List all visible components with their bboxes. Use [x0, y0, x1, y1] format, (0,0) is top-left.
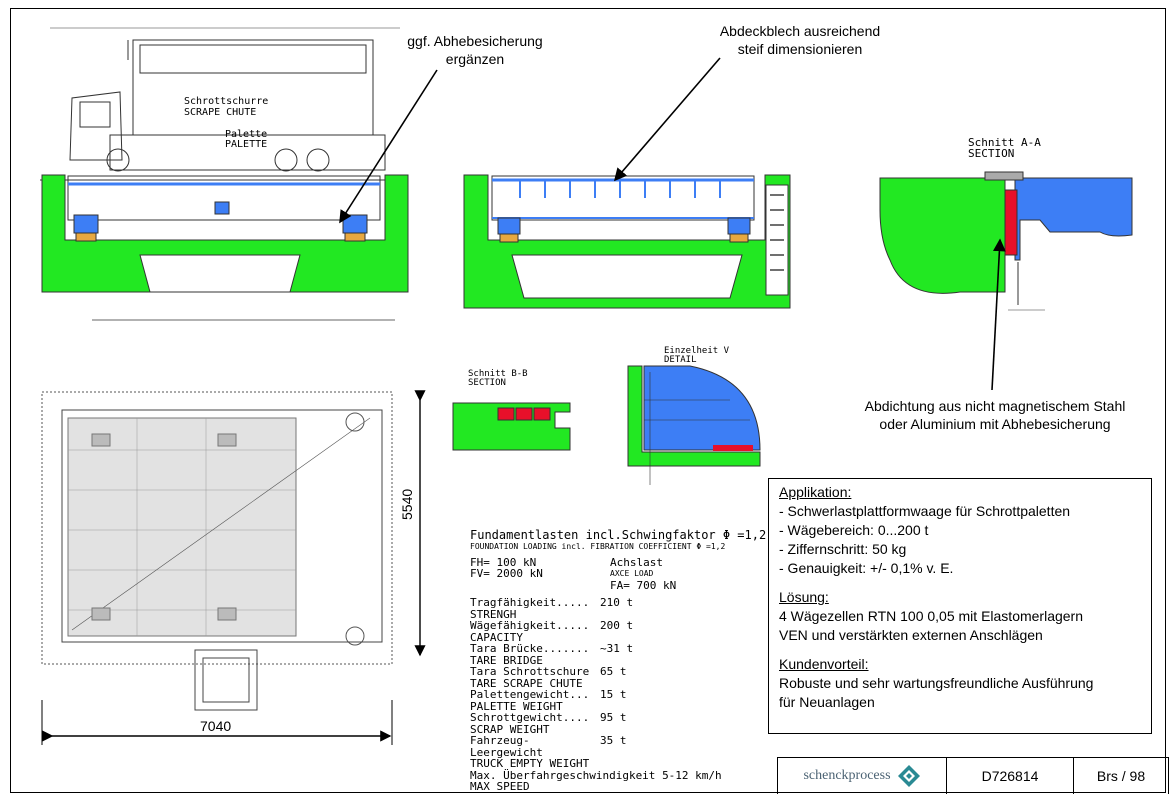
foundation-loads	[470, 530, 766, 793]
callout-abdeckblech: Abdeckblech ausreichend steif dimensionieren	[719, 23, 881, 57]
load-row: Tara Brücke....... ~31 t TARE BRIDGE	[470, 642, 634, 667]
achslast-en: AXCE LOAD	[610, 569, 654, 578]
loesung-line: VEN und verstärkten externen Anschlägen	[779, 627, 1043, 643]
kundenvorteil-heading: Kundenvorteil:	[779, 656, 869, 672]
load-fh: FH= 100 kN	[470, 555, 537, 569]
load-row: Palettengewicht... 15 t PALETTE WEIGHT	[470, 688, 627, 713]
callout-abhebesicherung: ggf. Abhebesicherung ergänzen	[407, 33, 543, 67]
title-block	[777, 757, 1169, 794]
detail-v-title: Einzelheit V DETAIL	[664, 346, 730, 365]
drawing-number: D726814	[947, 758, 1074, 794]
section-aa-steel	[1015, 178, 1132, 260]
applikation-line: - Schwerlastplattformwaage für Schrottpaletten	[779, 503, 1071, 519]
applikation-line: - Genauigkeit: +/- 0,1% v. E.	[779, 560, 954, 576]
scrap-chute-box	[133, 40, 373, 135]
loesung-line: 4 Wägezellen RTN 100 0,05 mit Elastomerlagern	[779, 608, 1084, 624]
applikation-line: - Wägebereich: 0...200 t	[779, 522, 929, 538]
palette-label: Palette PALETTE	[225, 129, 268, 150]
load-row: Max. Überfahrgeschwindigkeit 5-12 km/h MAX SPEED	[470, 768, 722, 793]
applikation-line: - Ziffernschritt: 50 kg	[779, 541, 907, 557]
load-fa: FA= 700 kN	[610, 578, 677, 592]
applikation-heading: Applikation:	[779, 484, 852, 500]
callout-abdichtung: Abdichtung aus nicht magnetischem Stahl oder Aluminium mit Abhebesicherung	[864, 398, 1126, 432]
loads-title-de: Fundamentlasten incl.Schwingfaktor Φ =1,2	[470, 528, 767, 542]
platform-ribs	[520, 180, 720, 198]
plan-deck	[68, 418, 296, 636]
plan-pit-access	[195, 650, 257, 710]
load-fv: FV= 2000 kN	[470, 567, 543, 580]
load-row: Schrottgewicht.... 95 t SCRAP WEIGHT	[470, 711, 627, 736]
company-logo	[778, 758, 947, 794]
kundenvorteil-line: für Neuanlagen	[779, 694, 875, 710]
load-row: Tragfähigkeit..... 210 t STRENGH	[470, 596, 634, 621]
load-row: Wägefähigkeit..... 200 t CAPACITY	[470, 619, 634, 644]
middle-platform	[492, 176, 754, 220]
logo-text: schenckprocess	[803, 768, 891, 783]
section-aa-concrete	[880, 178, 1005, 293]
achslast-de: Achslast	[610, 555, 663, 569]
dim-7040: 7040	[200, 718, 232, 734]
leader-abdeckblech	[615, 58, 720, 180]
detail-v-steel	[644, 366, 760, 450]
loads-title-en: FOUNDATION LOADING incl. FIBRATION COEFFICIENT Φ =1,2	[470, 541, 726, 551]
dim-5540: 5540	[399, 488, 415, 520]
section-aa-seal	[1005, 190, 1017, 255]
specification-box	[768, 478, 1152, 734]
logo-icon	[897, 764, 921, 788]
loesung-heading: Lösung:	[779, 589, 829, 605]
kundenvorteil-line: Robuste und sehr wartungsfreundliche Ausführung	[779, 675, 1094, 691]
section-bb-title: Schnitt B-B SECTION	[468, 369, 528, 388]
page-ref: Brs / 98	[1074, 758, 1169, 794]
load-row: Tara Schrottschure 65 t TARE SCRAPE CHUTE	[470, 665, 627, 690]
chute-label: Schrottschurre SCRAPE CHUTE	[184, 96, 269, 118]
load-row: Fahrzeug-Leergewicht 35 t TRUCK EMPTY WEIGHT	[470, 734, 627, 770]
section-aa-title: Schnitt A-A SECTION	[968, 136, 1041, 160]
